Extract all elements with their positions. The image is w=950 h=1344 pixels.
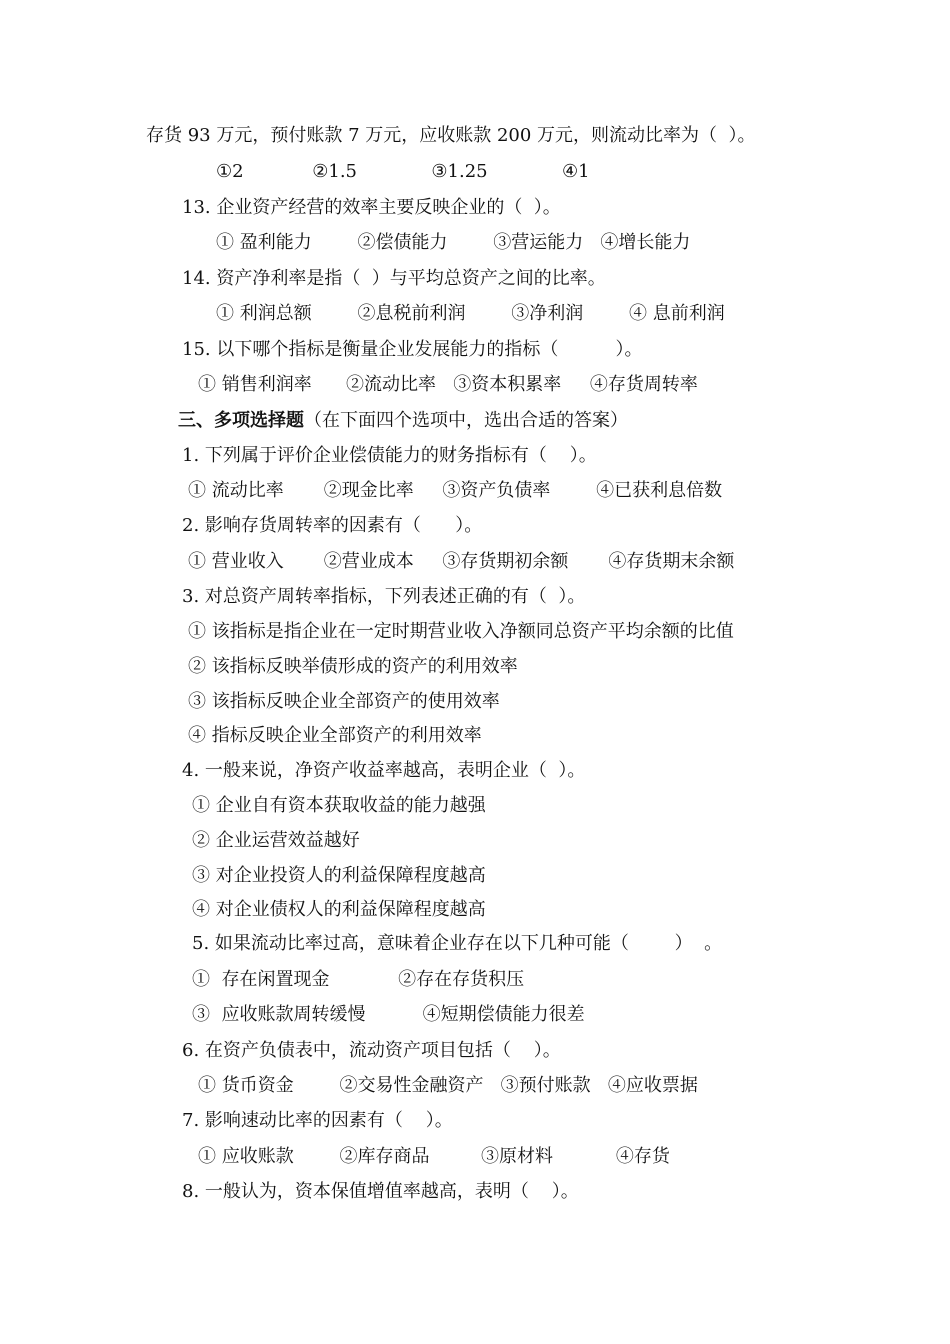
multi-question-1: 1. 下列属于评价企业偿债能力的财务指标有（ ）。: [182, 445, 597, 466]
question-15-options: ① 销售利润率 ②流动比率 ③资本积累率 ④存货周转率: [198, 374, 698, 395]
question-15: 15. 以下哪个指标是衡量企业发展能力的指标（ ）。: [182, 339, 643, 360]
multi-question-2-options: ① 营业收入 ②营业成本 ③存货期初余额 ④存货期末余额: [188, 551, 735, 572]
multi-question-3-option-1: ① 该指标是指企业在一定时期营业收入净额同总资产平均余额的比值: [188, 621, 734, 642]
question-12-options: ①2 ②1.5 ③1.25 ④1: [216, 161, 590, 182]
question-14: 14. 资产净利率是指（ ）与平均总资产之间的比率。: [182, 268, 606, 289]
section-heading: [178, 409, 628, 433]
multi-question-4-option-2: ② 企业运营效益越好: [192, 830, 360, 851]
multi-question-5: 5. 如果流动比率过高，意味着企业存在以下几种可能（ ） 。: [192, 933, 723, 954]
multi-question-7: 7. 影响速动比率的因素有（ ）。: [182, 1110, 453, 1131]
question-14-options: ① 利润总额 ②息税前利润 ③净利润 ④ 息前利润: [216, 303, 725, 324]
multi-question-5-options-a: ① 存在闲置现金 ②存在存货积压: [192, 969, 525, 990]
multi-question-6-options: ① 货币资金 ②交易性金融资产 ③预付账款 ④应收票据: [198, 1075, 698, 1096]
multi-question-8: 8. 一般认为，资本保值增值率越高，表明（ ）。: [182, 1181, 579, 1202]
section-title: 三、多项选择题: [178, 410, 304, 431]
multi-question-3-option-2: ② 该指标反映举债形成的资产的利用效率: [188, 656, 518, 677]
multi-question-3-option-3: ③ 该指标反映企业全部资产的使用效率: [188, 691, 500, 712]
multi-question-1-options: ① 流动比率 ②现金比率 ③资产负债率 ④已获利息倍数: [188, 480, 723, 501]
question-13-options: ① 盈利能力 ②偿债能力 ③营运能力 ④增长能力: [216, 232, 691, 253]
multi-question-7-options: ① 应收账款 ②库存商品 ③原材料 ④存货: [198, 1146, 670, 1167]
section-instruction: （在下面四个选项中，选出合适的答案）: [304, 410, 628, 431]
multi-question-4-option-1: ① 企业自有资本获取收益的能力越强: [192, 795, 486, 816]
multi-question-4: 4. 一般来说，净资产收益率越高，表明企业（ ）。: [182, 760, 586, 781]
multi-question-6: 6. 在资产负债表中，流动资产项目包括（ ）。: [182, 1040, 561, 1061]
multi-question-4-option-4: ④ 对企业债权人的利益保障程度越高: [192, 899, 486, 920]
multi-question-3-option-4: ④ 指标反映企业全部资产的利用效率: [188, 725, 482, 746]
multi-question-4-option-3: ③ 对企业投资人的利益保障程度越高: [192, 865, 486, 886]
multi-question-3: 3. 对总资产周转率指标，下列表述正确的有（ ）。: [182, 586, 586, 607]
question-13: 13. 企业资产经营的效率主要反映企业的（ ）。: [182, 197, 561, 218]
multi-question-5-options-b: ③ 应收账款周转缓慢 ④短期偿债能力很差: [192, 1004, 585, 1025]
question-12-continuation: 存货 93 万元，预付账款 7 万元，应收账款 200 万元，则流动比率为（ ）。: [146, 125, 756, 146]
multi-question-2: 2. 影响存货周转率的因素有（ ）。: [182, 515, 483, 536]
